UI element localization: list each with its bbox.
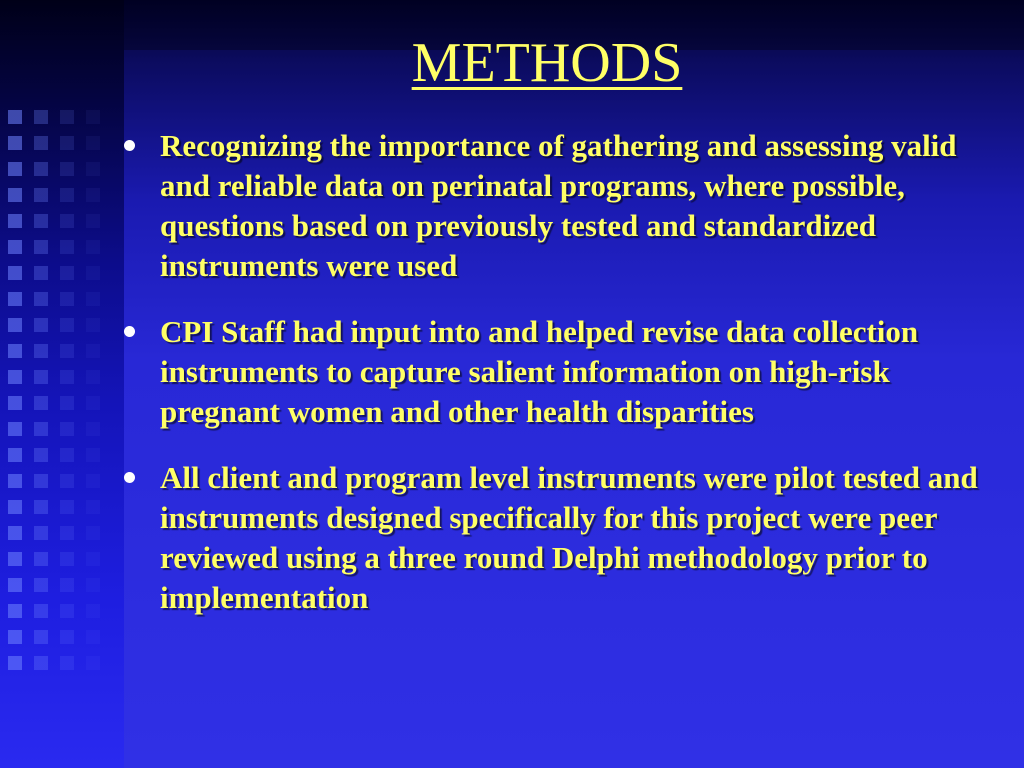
bullet-dot-icon: [124, 326, 135, 337]
bullet-list: [122, 126, 992, 644]
slide-title-text: METHODS: [411, 32, 683, 94]
bullet-item: [122, 312, 992, 432]
bullet-item: [122, 458, 992, 618]
left-decorative-strip: [0, 0, 124, 768]
decorative-squares: [8, 110, 22, 670]
bullet-text: Recognizing the importance of gathering and assessing valid and reliable data on perinatal programs, where possible, questions based on previously tested and standardized instruments were used: [160, 128, 957, 283]
slide-title: [0, 28, 1024, 98]
bullet-text: CPI Staff had input into and helped revise data collection instruments to capture salient information on high-risk pregnant women and other health disparities: [160, 314, 919, 429]
bullet-item: [122, 126, 992, 286]
bullet-dot-icon: [124, 472, 135, 483]
decorative-squares: [34, 110, 48, 670]
decorative-squares: [86, 110, 100, 670]
bullet-text: All client and program level instruments were pilot tested and instruments designed specifically for this project were peer reviewed using a three round Delphi methodology prior to implementation: [160, 460, 978, 615]
decorative-squares: [60, 110, 74, 670]
bullet-dot-icon: [124, 140, 135, 151]
